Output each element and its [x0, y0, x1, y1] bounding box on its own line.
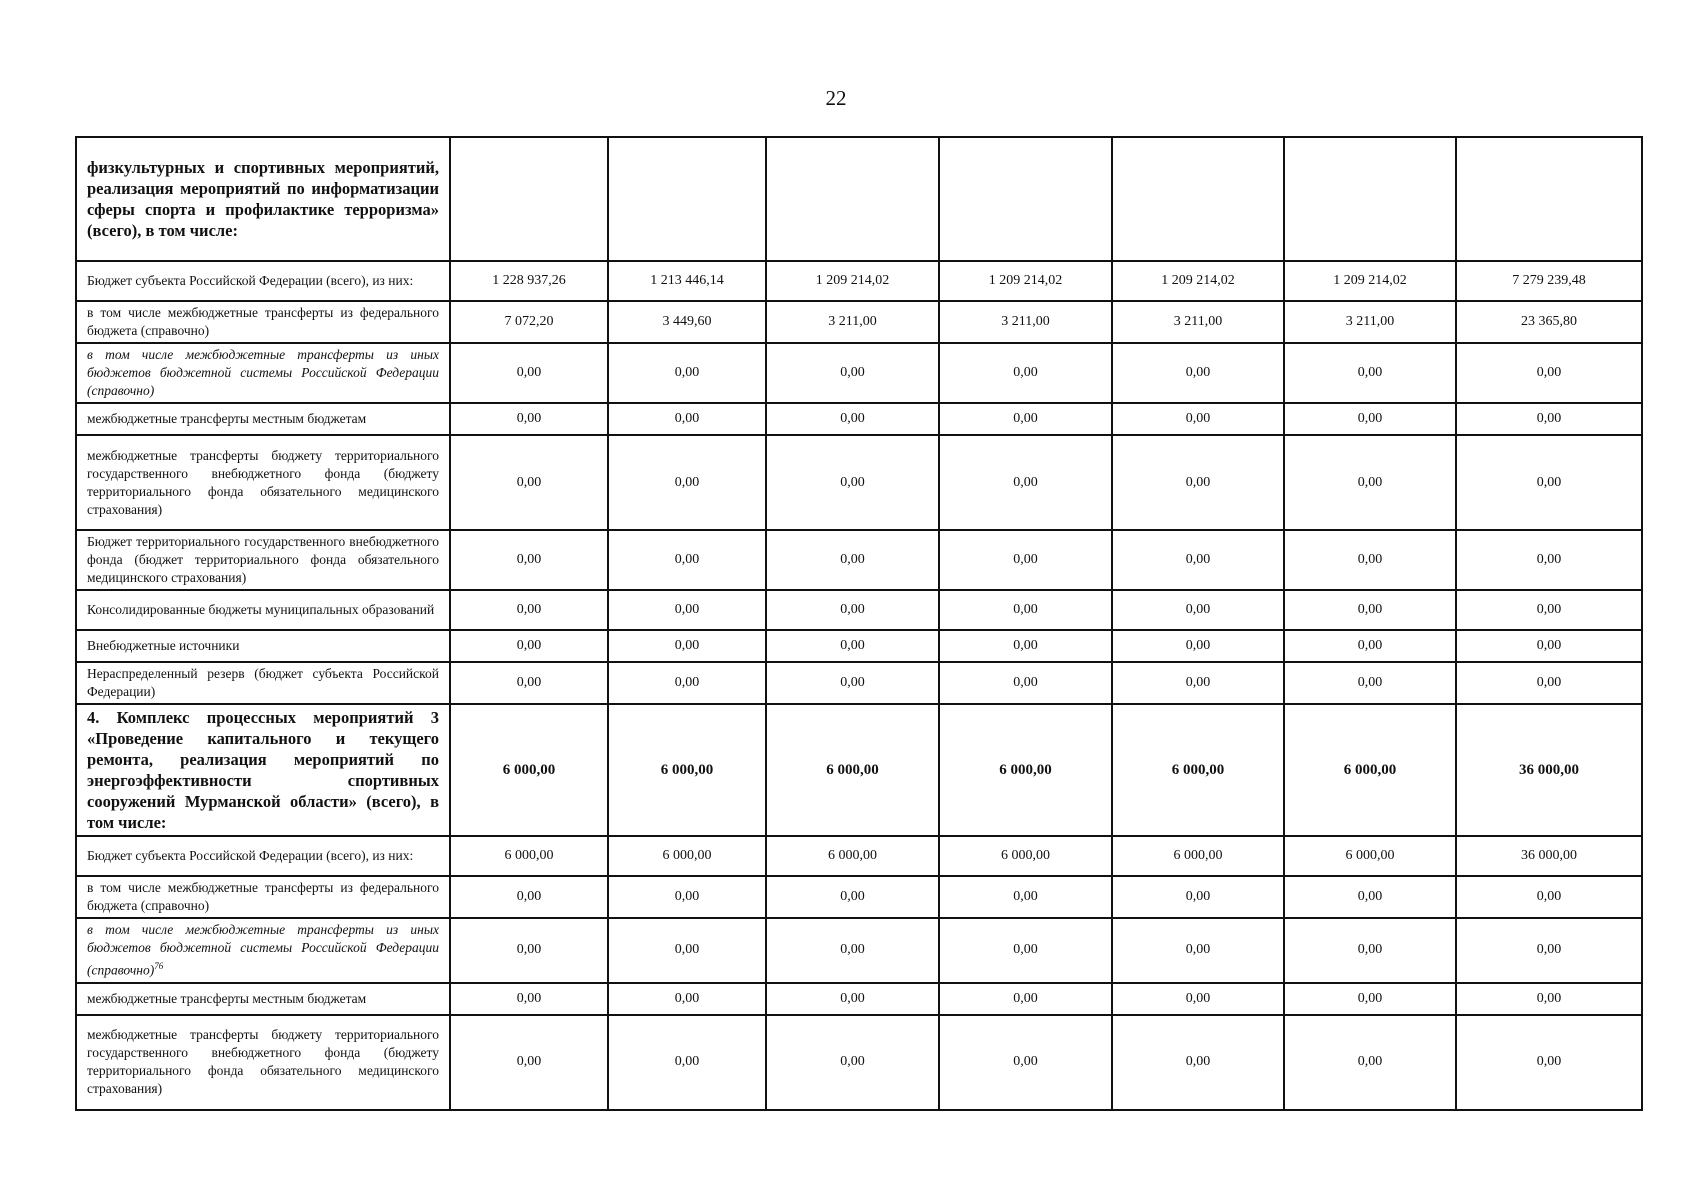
value-cell: 0,00 — [608, 983, 766, 1015]
value-cell: 0,00 — [766, 630, 939, 662]
value-cell: 0,00 — [939, 343, 1112, 403]
value-cell: 0,00 — [608, 662, 766, 704]
value-cell: 0,00 — [1112, 662, 1284, 704]
row-label: Консолидированные бюджеты муниципальных образований — [76, 590, 450, 630]
value-cell: 0,00 — [450, 1015, 608, 1110]
value-cell: 0,00 — [608, 403, 766, 435]
value-cell: 0,00 — [766, 662, 939, 704]
table-row — [76, 876, 1642, 918]
value-cell: 0,00 — [766, 530, 939, 590]
table-row — [76, 836, 1642, 876]
value-cell: 0,00 — [608, 590, 766, 630]
value-cell: 0,00 — [1284, 530, 1456, 590]
value-cell: 0,00 — [1284, 662, 1456, 704]
value-cell: 3 211,00 — [766, 301, 939, 343]
row-label: Бюджет субъекта Российской Федерации (всего), из них: — [76, 261, 450, 301]
value-cell: 0,00 — [766, 918, 939, 983]
value-cell: 23 365,80 — [1456, 301, 1642, 343]
value-cell — [1112, 137, 1284, 261]
value-cell: 0,00 — [939, 1015, 1112, 1110]
value-cell: 0,00 — [1112, 343, 1284, 403]
value-cell: 0,00 — [1456, 1015, 1642, 1110]
value-cell: 6 000,00 — [766, 704, 939, 836]
value-cell: 0,00 — [1284, 343, 1456, 403]
row-label: физкультурных и спортивных мероприятий, реализация мероприятий по информатизации сферы спорта и профилактике терроризма» (всего), в том числе: — [76, 137, 450, 261]
value-cell: 0,00 — [450, 530, 608, 590]
budget-table — [75, 136, 1643, 1111]
value-cell — [1284, 137, 1456, 261]
value-cell: 0,00 — [1112, 435, 1284, 530]
value-cell: 0,00 — [1456, 343, 1642, 403]
value-cell: 0,00 — [1456, 403, 1642, 435]
value-cell: 0,00 — [1284, 590, 1456, 630]
value-cell: 0,00 — [450, 983, 608, 1015]
value-cell — [450, 137, 608, 261]
row-label: Внебюджетные источники — [76, 630, 450, 662]
value-cell: 0,00 — [939, 876, 1112, 918]
value-cell: 0,00 — [450, 590, 608, 630]
row-label: Нераспределенный резерв (бюджет субъекта Российской Федерации) — [76, 662, 450, 704]
table-row — [76, 918, 1642, 983]
row-label: 4. Комплекс процессных мероприятий 3 «Проведение капитального и текущего ремонта, реализация мероприятий по энергоэффективности спортивных сооружений Мурманской области» (всего), в том числе: — [76, 704, 450, 836]
value-cell: 0,00 — [608, 530, 766, 590]
value-cell: 0,00 — [1284, 983, 1456, 1015]
value-cell: 0,00 — [450, 435, 608, 530]
value-cell: 6 000,00 — [1284, 704, 1456, 836]
value-cell: 0,00 — [1456, 630, 1642, 662]
value-cell: 36 000,00 — [1456, 836, 1642, 876]
value-cell: 0,00 — [939, 630, 1112, 662]
row-label: межбюджетные трансферты местным бюджетам — [76, 403, 450, 435]
table-row — [76, 435, 1642, 530]
value-cell: 0,00 — [1456, 983, 1642, 1015]
value-cell: 0,00 — [939, 530, 1112, 590]
value-cell: 3 211,00 — [939, 301, 1112, 343]
table-row — [76, 590, 1642, 630]
value-cell: 6 000,00 — [1112, 836, 1284, 876]
value-cell: 0,00 — [1112, 983, 1284, 1015]
value-cell: 0,00 — [766, 876, 939, 918]
value-cell: 3 211,00 — [1112, 301, 1284, 343]
value-cell: 0,00 — [450, 918, 608, 983]
value-cell: 0,00 — [766, 1015, 939, 1110]
value-cell: 1 209 214,02 — [766, 261, 939, 301]
value-cell: 0,00 — [1284, 435, 1456, 530]
value-cell: 0,00 — [766, 343, 939, 403]
footnote-marker: 76 — [154, 961, 164, 971]
value-cell: 1 209 214,02 — [939, 261, 1112, 301]
value-cell: 0,00 — [450, 662, 608, 704]
value-cell: 6 000,00 — [450, 704, 608, 836]
value-cell: 0,00 — [608, 343, 766, 403]
value-cell: 0,00 — [1284, 403, 1456, 435]
value-cell: 0,00 — [939, 662, 1112, 704]
value-cell: 0,00 — [1112, 403, 1284, 435]
value-cell: 0,00 — [608, 876, 766, 918]
table-row — [76, 704, 1642, 836]
value-cell: 7 072,20 — [450, 301, 608, 343]
table-row — [76, 343, 1642, 403]
table-row — [76, 983, 1642, 1015]
value-cell: 0,00 — [766, 590, 939, 630]
value-cell — [1456, 137, 1642, 261]
value-cell — [608, 137, 766, 261]
value-cell: 1 213 446,14 — [608, 261, 766, 301]
value-cell: 0,00 — [939, 918, 1112, 983]
table-row — [76, 261, 1642, 301]
row-label: Бюджет территориального государственного внебюджетного фонда (бюджет территориального фонда обязательного медицинского страхования) — [76, 530, 450, 590]
row-label — [76, 918, 450, 983]
value-cell: 6 000,00 — [1112, 704, 1284, 836]
value-cell — [939, 137, 1112, 261]
page-number: 22 — [825, 86, 847, 110]
value-cell: 0,00 — [1112, 876, 1284, 918]
value-cell: 0,00 — [1456, 876, 1642, 918]
value-cell: 6 000,00 — [608, 836, 766, 876]
value-cell: 0,00 — [1284, 1015, 1456, 1110]
table-row — [76, 630, 1642, 662]
value-cell: 0,00 — [1112, 1015, 1284, 1110]
value-cell: 0,00 — [608, 435, 766, 530]
value-cell: 6 000,00 — [939, 836, 1112, 876]
value-cell: 0,00 — [450, 876, 608, 918]
value-cell: 0,00 — [450, 630, 608, 662]
row-label: в том числе межбюджетные трансферты из федерального бюджета (справочно) — [76, 876, 450, 918]
value-cell: 1 209 214,02 — [1284, 261, 1456, 301]
value-cell: 0,00 — [608, 630, 766, 662]
value-cell: 6 000,00 — [766, 836, 939, 876]
value-cell: 6 000,00 — [939, 704, 1112, 836]
value-cell: 0,00 — [1284, 630, 1456, 662]
row-label: в том числе межбюджетные трансферты из федерального бюджета (справочно) — [76, 301, 450, 343]
value-cell: 1 209 214,02 — [1112, 261, 1284, 301]
value-cell: 0,00 — [1456, 662, 1642, 704]
row-label-text: в том числе межбюджетные трансферты из иных бюджетов бюджетной системы Российской Федерации (справочно) — [87, 922, 439, 978]
table-row — [76, 403, 1642, 435]
row-label: Бюджет субъекта Российской Федерации (всего), из них: — [76, 836, 450, 876]
value-cell: 0,00 — [766, 435, 939, 530]
value-cell: 0,00 — [608, 1015, 766, 1110]
table-row — [76, 301, 1642, 343]
table-row — [76, 1015, 1642, 1110]
value-cell: 0,00 — [939, 403, 1112, 435]
value-cell: 36 000,00 — [1456, 704, 1642, 836]
value-cell: 1 228 937,26 — [450, 261, 608, 301]
table-row — [76, 137, 1642, 261]
value-cell: 0,00 — [1112, 630, 1284, 662]
value-cell: 0,00 — [939, 435, 1112, 530]
value-cell: 6 000,00 — [608, 704, 766, 836]
value-cell: 7 279 239,48 — [1456, 261, 1642, 301]
value-cell: 0,00 — [1456, 918, 1642, 983]
value-cell: 0,00 — [450, 403, 608, 435]
value-cell: 0,00 — [1456, 435, 1642, 530]
table-row — [76, 662, 1642, 704]
value-cell: 0,00 — [1112, 918, 1284, 983]
value-cell: 0,00 — [1456, 530, 1642, 590]
row-label: межбюджетные трансферты местным бюджетам — [76, 983, 450, 1015]
value-cell: 0,00 — [1112, 530, 1284, 590]
value-cell: 0,00 — [1112, 590, 1284, 630]
value-cell: 6 000,00 — [450, 836, 608, 876]
row-label: межбюджетные трансферты бюджету территориального государственного внебюджетного фонда (бюджету территориального фонда обязательного медицинского страхования) — [76, 435, 450, 530]
value-cell: 0,00 — [766, 983, 939, 1015]
value-cell: 0,00 — [1284, 876, 1456, 918]
value-cell: 3 449,60 — [608, 301, 766, 343]
value-cell: 0,00 — [1456, 590, 1642, 630]
value-cell: 0,00 — [450, 343, 608, 403]
value-cell: 0,00 — [608, 918, 766, 983]
row-label: межбюджетные трансферты бюджету территориального государственного внебюджетного фонда (бюджету территориального фонда обязательного медицинского страхования) — [76, 1015, 450, 1110]
value-cell — [766, 137, 939, 261]
table-row — [76, 530, 1642, 590]
value-cell: 0,00 — [939, 590, 1112, 630]
value-cell: 0,00 — [939, 983, 1112, 1015]
row-label: в том числе межбюджетные трансферты из иных бюджетов бюджетной системы Российской Федерации (справочно) — [76, 343, 450, 403]
value-cell: 0,00 — [766, 403, 939, 435]
value-cell: 0,00 — [1284, 918, 1456, 983]
value-cell: 6 000,00 — [1284, 836, 1456, 876]
value-cell: 3 211,00 — [1284, 301, 1456, 343]
